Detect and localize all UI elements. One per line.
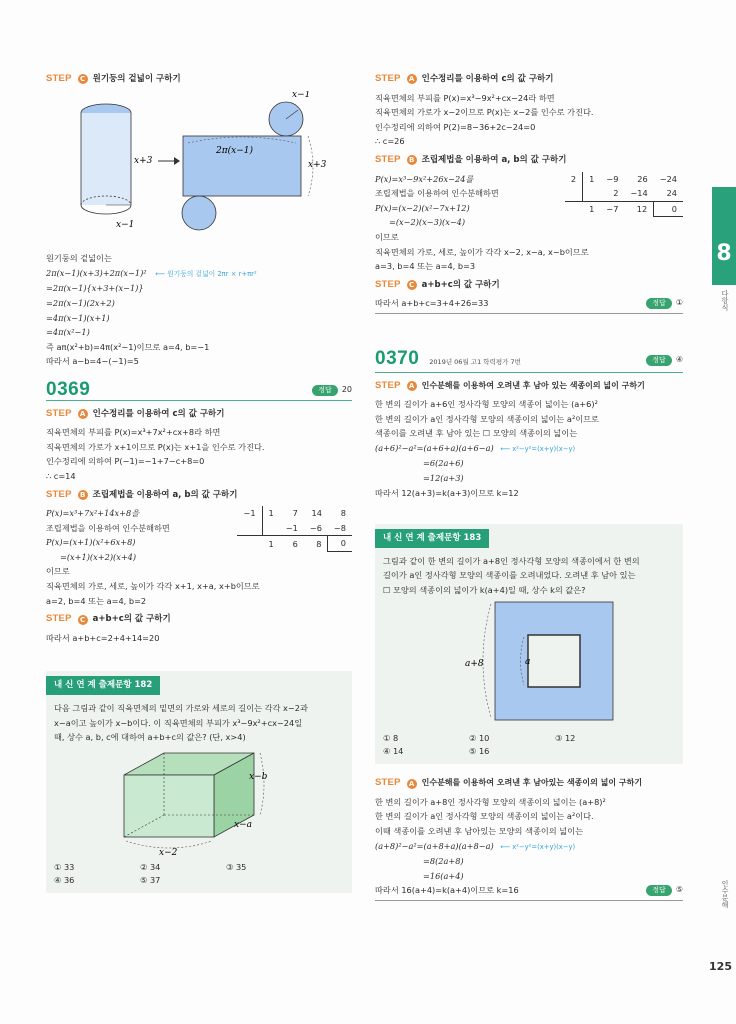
answer-choices xyxy=(383,732,675,758)
problem-0370-header xyxy=(375,347,683,373)
right-column: STEP A 인수정리를 이용하여 c의 값 구하기 직육면체의 부피를 P(x)=x³−9x²+cx−24라 하면 직육면체의 가로가 x−2이므로 P(x)는 x−2를 인수로 가진다. 인수정리에 의하여 P(2)=8−36+2c−24=0 ∴ c=26 STEP B 조립제법을 이용하여 a, b의 값 구하기 2 1 −9 26 −24 2 −14 24 1 −7 12 0 P(x)=x³−9x²+26x−24를 조립제법을 이용하여 인수분해하면 P(x)=(x−2)(x²−7x+12) =(x−2)(x−3)(x−4) 이므로 직육면체의 가로, 세로, 높이가 각각 x−2, x−a, x−b이므로 a=3, b=4 또는 a=4, b=3 STEP C a+b+c의 값 구하기 따라서 a+b+c=3+4+26=33 정답 ① 0370 2019년 06월 고1 학력평가 7번 정답 ④ STEP A 인수분해를 이용하여 오려낸 후 남아 있는 색종이의 넓이 구하기 한 변의 길이가 a+6인 정사각형 모양의 색종이 넓이는 (a+6)² 한 변의 길이가 a인 정사각형 모양의 색종이의 넓이는 a²이므로 색종이를 오려낸 후 남아 있는 ☐ 모양의 색종이의 넓이는 (a+6)²−a²=(a+6+a)(a+6−a) ⟵ x²−y²=(x+y)(x−y) =6(2a+6) =12(a+3) 따라서 12(a+3)=k(a+3)이므로 k=12 내 신 연 계 출제문항 183 그림과 같이 한 변의 길이가 a+8인 정사각형 모양의 색종이에서 한 변의 길이가 a인 정사각형 모양의 색종이를 오려내었다. 오려낸 후 남아 있는 ☐ 모양의 색종이의 넓이가 k(a+4)일 때, 상수 k의 값은? a+8 a ① 8 ② 10 ③ 12 ④ 14 ⑤ 16 STEP A 인수분해를 이용하여 오려낸 후 남아있는 색종이의 넓이 구하기 한 변의 길이가 a+8인 정사각형 모양의 색종이의 넓이는 (a+8)² 한 변의 길이가 a인 정사각형 모양의 색종이의 넓이는 a²이다. 이때 색종이를 오려낸 후 남아있는 모양의 색종이의 넓이는 (a+8)²−a²=(a+8+a)(a+8−a) ⟵ x²−y²=(x+y)(x−y) =8(2a+8) =16(a+4) 따라서 16(a+4)=k(a+4)이므로 k=16 정답 ⑤ xyxy=(375,70,683,901)
svg-text:a+8: a+8 xyxy=(465,658,484,669)
final-answer-row: 따라서 a+b+c=3+4+26=33 정답 ① xyxy=(375,296,683,314)
formula-note: ⟵ x²−y²=(x+y)(x−y) xyxy=(500,444,576,453)
cyl-height-label: x+3 xyxy=(134,155,153,166)
svg-text:x−b: x−b xyxy=(249,771,268,782)
cuboid-figure xyxy=(54,745,344,857)
step-a-heading: STEP A 인수정리를 이용하여 c의 값 구하기 xyxy=(46,407,225,419)
left-column: STEP C 원기둥의 겉넓이 구하기 x−1 x+3 x−1 2π(x−1) x+3 원기둥의 겉넓이는 2π(x−1)(x+3)+2π(x−1)² ⟵ 원기둥의 겉넓이 2πr × r+πr² =2π(x−1){x+3+(x−1)} =2π(x−1)(2x+2) =4π(x−1)(x+1) =4π(x²−1) 즉 aπ(x²+b)=4π(x²−1)이므로 a=4, b=−1 따라서 a−b=4−(−1)=5 0369 정답 20 STEP A 인수정리를 이용하여 c의 값 구하기 직육면체의 부피를 P(x)=x³+7x²+cx+8라 하면 직육면체의 가로가 x+1이므로 P(x)는 x+1을 인수로 가진다. 인수정리에 의하여 P(−1)=−1+7−c+8=0 ∴ c=14 STEP B 조립제법을 이용하여 a, b의 값 구하기 −1 1 7 14 8 −1 −6 −8 1 6 8 0 P(x)=x³+7x²+14x+8을 조립제법을 이용하여 인수분해하면 P(x)=(x+1)(x²+6x+8) =(x+1)(x+2)(x+4) 이므로 직육면체의 가로, 세로, 높이가 각각 x+1, x+a, x+b이므로 a=2, b=4 또는 a=4, b=2 STEP C a+b+c의 값 구하기 따라서 a+b+c=2+4+14=20 내 신 연 계 출제문항 182 다음 그림과 같이 직육면체의 밑면의 가로와 세로의 길이는 각각 x−2과 x−a이고 높이가 x−b이다. 이 직육면체의 부피가 x³−9x²+cx−24일 때, 상수 a, b, c에 대하여 a+b+c의 값은? (단, x>4) x−b x−a x−2 ① 33 ② 34 ③ 35 ④ 36 ⑤ 37 xyxy=(46,70,352,893)
svg-text:x−2: x−2 xyxy=(159,847,178,857)
step-c-heading: STEP C a+b+c의 값 구하기 xyxy=(375,278,500,290)
section-side-text: 인수분해 xyxy=(721,880,729,908)
step-a3-heading: STEP A 인수분해를 이용하여 오려낸 후 남아있는 색종이의 넓이 구하기 xyxy=(375,777,643,789)
step-b-body: 2 1 −9 26 −24 2 −14 24 1 −7 12 0 P(x)=x³−9x²+26x−24를 조립제법을 이용하여 인수분해하면 P(x)=(x−2)(x²−7x+12) =(x−2)(x−3)(x−4) 이므로 직육면체의 가로, 세로, 높이가 각각 x−2, x−a, x−b이므로 a=3, b=4 또는 a=4, b=3 xyxy=(375,172,683,274)
choice-4[interactable]: ④ 36 xyxy=(54,875,75,886)
synthetic-division: −1 1 7 14 8 −1 −6 −8 1 6 8 0 xyxy=(237,506,352,552)
final-answer-row: 따라서 16(a+4)=k(a+4)이므로 k=16 정답 ⑤ xyxy=(375,883,683,901)
choice-4[interactable]: ④ 14 xyxy=(383,746,404,757)
problem-source: 2019년 06월 고1 학력평가 7번 xyxy=(429,357,521,366)
step-a-heading: STEP A 인수정리를 이용하여 c의 값 구하기 xyxy=(375,73,554,84)
step-b-heading: STEP B 조립제법을 이용하여 a, b의 값 구하기 xyxy=(46,488,238,500)
surface-area-solution: 원기둥의 겉넓이는 2π(x−1)(x+3)+2π(x−1)² ⟵ 원기둥의 겉넓이 2πr × r+πr² =2π(x−1){x+3+(x−1)} =2π(x−1)(2x+2) =4π(x−1)(x+1) =4π(x²−1) 즉 aπ(x²+b)=4π(x²−1)이므로 a=4, b=−1 따라서 a−b=4−(−1)=5 xyxy=(46,253,257,367)
choice-3[interactable]: ③ 35 xyxy=(226,862,247,873)
related-problem-title: 내 신 연 계 출제문항 182 xyxy=(46,676,160,695)
svg-text:a: a xyxy=(525,656,531,667)
chapter-side-text: 다항식 xyxy=(721,290,729,311)
step-c-sum-heading: STEP C a+b+c의 값 구하기 xyxy=(46,613,171,625)
step-b-body: −1 1 7 14 8 −1 −6 −8 1 6 8 0 P(x)=x³+7x²+14x+8을 조립제법을 이용하여 인수분해하면 P(x)=(x+1)(x²+6x+8) =(x+1)(x+2)(x+4) 이므로 직육면체의 가로, 세로, 높이가 각각 x+1, x+a, x+b이므로 a=2, b=4 또는 a=4, b=2 xyxy=(46,506,352,608)
answer-badge: 정답 ④ xyxy=(646,353,683,368)
answer-badge: 정답 ① xyxy=(646,296,683,311)
problem-number: 0370 xyxy=(375,347,420,369)
synthetic-division: 2 1 −9 26 −24 2 −14 24 1 −7 12 0 xyxy=(565,172,683,218)
choice-2[interactable]: ② 34 xyxy=(140,862,161,873)
choice-5[interactable]: ⑤ 16 xyxy=(469,746,490,757)
net-radius-label: x−1 xyxy=(292,90,311,100)
related-problem-182: 내 신 연 계 출제문항 182 다음 그림과 같이 직육면체의 밑면의 가로와 세로의 길이는 각각 x−2과 x−a이고 높이가 x−b이다. 이 직육면체의 부피가 x³−9x²+cx−24일 때, 상수 a, b, c에 대하여 a+b+c의 값은? (단, x>4) x−b x−a x−2 ① 33 ② 34 ③ 35 ④ 36 ⑤ 37 xyxy=(46,671,352,893)
net-width-label: 2π(x−1) xyxy=(216,145,254,156)
choice-1[interactable]: ① 33 xyxy=(54,862,75,873)
problem-number: 0369 xyxy=(46,378,91,400)
square-frame-figure xyxy=(383,598,673,728)
answer-choices xyxy=(54,861,344,887)
problem-0369-header xyxy=(46,378,352,401)
choice-1[interactable]: ① 8 xyxy=(383,733,399,744)
svg-text:x−a: x−a xyxy=(234,819,252,830)
related-problem-title: 내 신 연 계 출제문항 183 xyxy=(375,529,489,548)
step-a2-heading: STEP A 인수분해를 이용하여 오려낸 후 남아 있는 색종이의 넓이 구하기 xyxy=(375,379,645,391)
answer-badge: 정답 20 xyxy=(312,383,352,398)
page-number: 125 xyxy=(709,960,732,973)
choice-2[interactable]: ② 10 xyxy=(469,733,490,744)
choice-5[interactable]: ⑤ 37 xyxy=(140,875,161,886)
answer-badge: 정답 ⑤ xyxy=(646,883,683,898)
chapter-tab[interactable]: 8 xyxy=(712,187,736,285)
net-height-label: x+3 xyxy=(308,159,327,170)
formula-note: ⟵ x²−y²=(x+y)(x−y) xyxy=(500,842,576,851)
step-b-heading: STEP B 조립제법을 이용하여 a, b의 값 구하기 xyxy=(375,153,567,165)
step-c-heading: STEP C 원기둥의 겉넓이 구하기 xyxy=(46,73,181,84)
formula-note: ⟵ 원기둥의 겉넓이 2πr × r+πr² xyxy=(155,269,257,278)
choice-3[interactable]: ③ 12 xyxy=(555,733,576,744)
cyl-radius-label: x−1 xyxy=(116,219,135,230)
cylinder-net-figure xyxy=(46,91,352,241)
related-problem-183: 내 신 연 계 출제문항 183 그림과 같이 한 변의 길이가 a+8인 정사각형 모양의 색종이에서 한 변의 길이가 a인 정사각형 모양의 색종이를 오려내었다. 오려낸 후 남아 있는 ☐ 모양의 색종이의 넓이가 k(a+4)일 때, 상수 k의 값은? a+8 a ① 8 ② 10 ③ 12 ④ 14 ⑤ 16 xyxy=(375,524,683,764)
